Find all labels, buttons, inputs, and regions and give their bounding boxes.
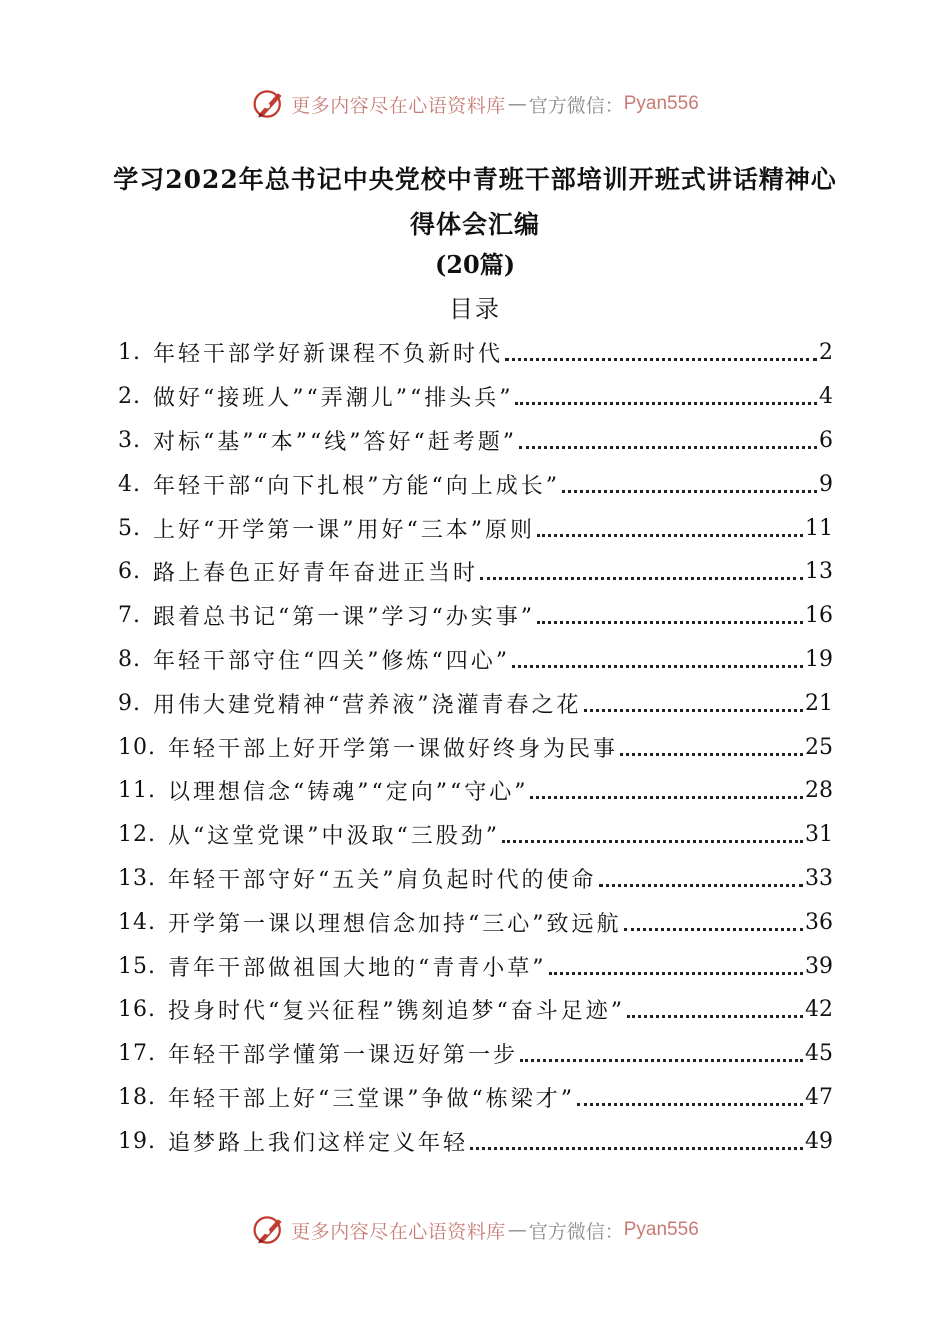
toc-entry-number: 16.	[118, 997, 156, 1023]
toc-entry-title: 年轻干部上好开学第一课做好终身为民事	[168, 736, 619, 762]
toc-entry[interactable]	[118, 375, 833, 419]
toc-dot-leader	[562, 490, 817, 493]
toc-dot-leader	[520, 1059, 803, 1062]
toc-entry-title: 投身时代“复兴征程”镌刻追梦“奋斗足迹”	[168, 999, 625, 1025]
toc-entry-number: 2.	[118, 384, 141, 410]
toc-entry-page: 42	[805, 997, 833, 1023]
toc-entry-title: 青年干部做祖国大地的“青青小草”	[168, 955, 547, 981]
toc-entry[interactable]	[118, 331, 833, 375]
toc-entry-number: 9.	[118, 690, 141, 716]
toc-entry-page: 2	[819, 340, 833, 366]
pen-logo-icon	[251, 1212, 287, 1248]
toc-entry[interactable]	[118, 506, 833, 550]
banner-wechat-id: Pyan556	[623, 93, 699, 114]
toc-entry-number: 19.	[118, 1128, 156, 1154]
toc-entry-page: 19	[805, 646, 833, 672]
toc-entry-title: 年轻干部学懂第一课迈好第一步	[168, 1043, 519, 1069]
toc-entry[interactable]	[118, 1076, 833, 1120]
toc-entry[interactable]	[118, 1119, 833, 1163]
toc-entry-page: 11	[805, 515, 833, 541]
toc-entry-page: 36	[805, 909, 833, 935]
pen-logo-icon	[251, 86, 287, 122]
toc-entry-page: 45	[805, 1041, 833, 1067]
toc-entry[interactable]	[118, 681, 833, 725]
toc-entry-title: 追梦路上我们这样定义年轻	[168, 1130, 469, 1156]
toc-dot-leader	[502, 840, 803, 843]
toc-entry-number: 6.	[118, 559, 141, 585]
toc-heading: 目录	[449, 295, 501, 323]
banner-main-text: 更多内容尽在心语资料库	[291, 94, 506, 117]
toc-entry-title: 年轻干部学好新课程不负新时代	[153, 342, 504, 368]
toc-entry-title: 年轻干部上好“三堂课”争做“栋梁才”	[168, 1086, 575, 1112]
toc-dot-leader	[549, 972, 804, 975]
toc-entry-page: 25	[805, 734, 833, 760]
toc-entry[interactable]	[118, 725, 833, 769]
toc-entry-number: 3.	[118, 427, 141, 453]
toc-entry-title: 从“这堂党课”中汲取“三股劲”	[168, 824, 500, 850]
toc-entry-number: 14.	[118, 909, 156, 935]
toc-entry-page: 13	[805, 559, 833, 585]
header-banner	[0, 84, 950, 124]
toc-dot-leader	[620, 753, 803, 756]
banner-separator: —	[507, 93, 527, 115]
toc-entry[interactable]	[118, 638, 833, 682]
toc-entry[interactable]	[118, 594, 833, 638]
article-count: (20篇)	[434, 250, 516, 279]
toc-entry-number: 17.	[118, 1041, 156, 1067]
toc-entry-number: 1.	[118, 340, 141, 366]
toc-entry[interactable]	[118, 550, 833, 594]
toc-entry[interactable]	[118, 944, 833, 988]
toc-entry-title: 开学第一课以理想信念加持“三心”致远航	[168, 911, 622, 937]
document-title-line2: 得体会汇编	[409, 210, 540, 239]
toc-entry-page: 21	[805, 690, 833, 716]
toc-dot-leader	[599, 884, 804, 887]
toc-entry-number: 8.	[118, 646, 141, 672]
toc-entry-page: 49	[805, 1128, 833, 1154]
toc-entry[interactable]	[118, 769, 833, 813]
toc-entry-number: 11.	[118, 778, 156, 804]
toc-entry-number: 18.	[118, 1084, 156, 1110]
toc-entry-page: 31	[805, 822, 833, 848]
toc-entry[interactable]	[118, 900, 833, 944]
toc-dot-leader	[584, 709, 804, 712]
toc-dot-leader	[537, 534, 803, 537]
toc-dot-leader	[577, 1103, 803, 1106]
toc-entry-number: 5.	[118, 515, 141, 541]
toc-entry-number: 15.	[118, 953, 156, 979]
banner-sub-text: 官方微信：	[528, 94, 624, 117]
toc-entry-title: 年轻干部守好“五关”肩负起时代的使命	[168, 867, 597, 893]
toc-dot-leader	[480, 577, 803, 580]
toc-entry-page: 33	[805, 865, 833, 891]
toc-entry-page: 28	[805, 778, 833, 804]
toc-entry-title: 以理想信念“铸魂”“定向”“守心”	[168, 780, 529, 806]
toc-entry-page: 6	[819, 427, 833, 453]
toc-entry[interactable]	[118, 419, 833, 463]
footer-banner	[0, 1210, 950, 1250]
toc-entry-title: 做好“接班人”“弄潮儿”“排头兵”	[153, 386, 514, 412]
document-title-line1: 学习2022年总书记中央党校中青班干部培训开班式讲话精神心	[113, 165, 837, 194]
toc-entry-number: 7.	[118, 603, 141, 629]
toc-entry-number: 4.	[118, 471, 141, 497]
toc-entry-title: 年轻干部“向下扎根”方能“向上成长”	[153, 473, 560, 499]
toc-dot-leader	[624, 928, 804, 931]
toc-dot-leader	[530, 796, 803, 799]
toc-entry[interactable]	[118, 462, 833, 506]
toc-dot-leader	[470, 1147, 803, 1150]
toc-dot-leader	[627, 1015, 803, 1018]
toc-entry-title: 对标“基”“本”“线”答好“赶考题”	[153, 429, 517, 455]
toc-entry[interactable]	[118, 813, 833, 857]
toc-entry-page: 9	[819, 471, 833, 497]
toc-entry-number: 13.	[118, 865, 156, 891]
toc-dot-leader	[505, 358, 817, 361]
banner-wechat-id: Pyan556	[623, 1219, 699, 1240]
toc-entry-title: 路上春色正好青年奋进正当时	[153, 561, 479, 587]
toc-entry-page: 16	[805, 603, 833, 629]
toc-dot-leader	[515, 402, 817, 405]
toc-entry-page: 39	[805, 953, 833, 979]
banner-main-text: 更多内容尽在心语资料库	[291, 1220, 506, 1243]
toc-entry-title: 跟着总书记“第一课”学习“办实事”	[153, 605, 535, 631]
toc-entry[interactable]	[118, 857, 833, 901]
table-of-contents	[118, 331, 833, 1163]
toc-entry-title: 上好“开学第一课”用好“三本”原则	[153, 517, 535, 543]
toc-dot-leader	[512, 665, 803, 668]
toc-entry-title: 用伟大建党精神“营养液”浇灌青春之花	[153, 692, 582, 718]
toc-entry-number: 12.	[118, 822, 156, 848]
banner-sub-text: 官方微信：	[528, 1220, 624, 1243]
toc-entry-page: 4	[819, 384, 833, 410]
toc-entry[interactable]	[118, 1032, 833, 1076]
banner-separator: —	[507, 1219, 527, 1241]
toc-entry-page: 47	[805, 1084, 833, 1110]
toc-entry-title: 年轻干部守住“四关”修炼“四心”	[153, 648, 510, 674]
toc-dot-leader	[519, 446, 817, 449]
toc-dot-leader	[537, 621, 803, 624]
toc-entry[interactable]	[118, 988, 833, 1032]
toc-entry-number: 10.	[118, 734, 156, 760]
